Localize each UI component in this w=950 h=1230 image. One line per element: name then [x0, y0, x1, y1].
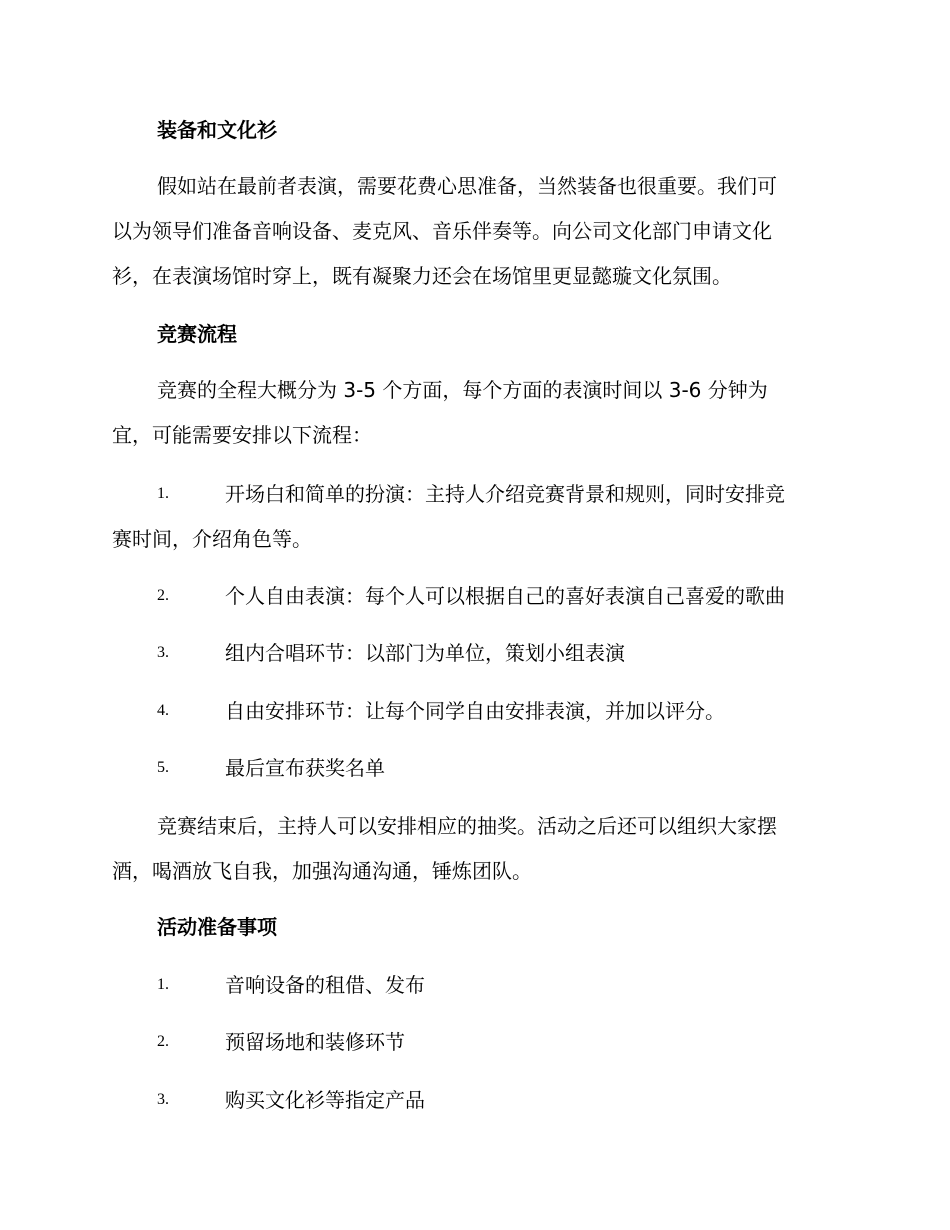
list-item-number: 1. [157, 976, 169, 993]
list-item: 音响设备的租借、发布 [225, 973, 425, 997]
paragraph-line: 宜，可能需要安排以下流程： [112, 423, 372, 447]
list-item-number: 5. [157, 759, 169, 776]
paragraph-line: 假如站在最前者表演，需要花费心思准备，当然装备也很重要。我们可 [157, 174, 777, 198]
paragraph-line: 衫，在表演场馆时穿上，既有凝聚力还会在场馆里更显懿璇文化氛围。 [112, 264, 732, 288]
list-item: 个人自由表演：每个人可以根据自己的喜好表演自己喜爱的歌曲 [225, 584, 785, 608]
section-heading-process: 竞赛流程 [157, 322, 237, 346]
section-heading-preparation: 活动准备事项 [157, 915, 277, 939]
paragraph-line: 竞赛的全程大概分为 3-5 个方面，每个方面的表演时间以 3-6 分钟为 [157, 378, 768, 402]
list-item-number: 2. [157, 1033, 169, 1050]
list-item: 开场白和简单的扮演：主持人介绍竞赛背景和规则，同时安排竞 [225, 482, 785, 506]
list-item-number: 2. [157, 587, 169, 604]
list-item: 自由安排环节：让每个同学自由安排表演，并加以评分。 [225, 699, 725, 723]
list-item-number: 3. [157, 644, 169, 661]
list-item: 预留场地和装修环节 [225, 1030, 405, 1054]
list-item-continuation: 赛时间，介绍角色等。 [112, 527, 312, 551]
paragraph-line: 竞赛结束后，主持人可以安排相应的抽奖。活动之后还可以组织大家摆 [157, 814, 777, 838]
section-heading-equipment: 装备和文化衫 [157, 118, 277, 142]
list-item-number: 4. [157, 702, 169, 719]
list-item-number: 3. [157, 1091, 169, 1108]
paragraph-line: 以为领导们准备音响设备、麦克风、音乐伴奏等。向公司文化部门申请文化 [112, 219, 772, 243]
list-item: 最后宣布获奖名单 [225, 756, 385, 780]
list-item-number: 1. [157, 485, 169, 502]
paragraph-line: 酒，喝酒放飞自我，加强沟通沟通，锤炼团队。 [112, 859, 532, 883]
list-item: 购买文化衫等指定产品 [225, 1088, 425, 1112]
list-item: 组内合唱环节：以部门为单位，策划小组表演 [225, 641, 625, 665]
